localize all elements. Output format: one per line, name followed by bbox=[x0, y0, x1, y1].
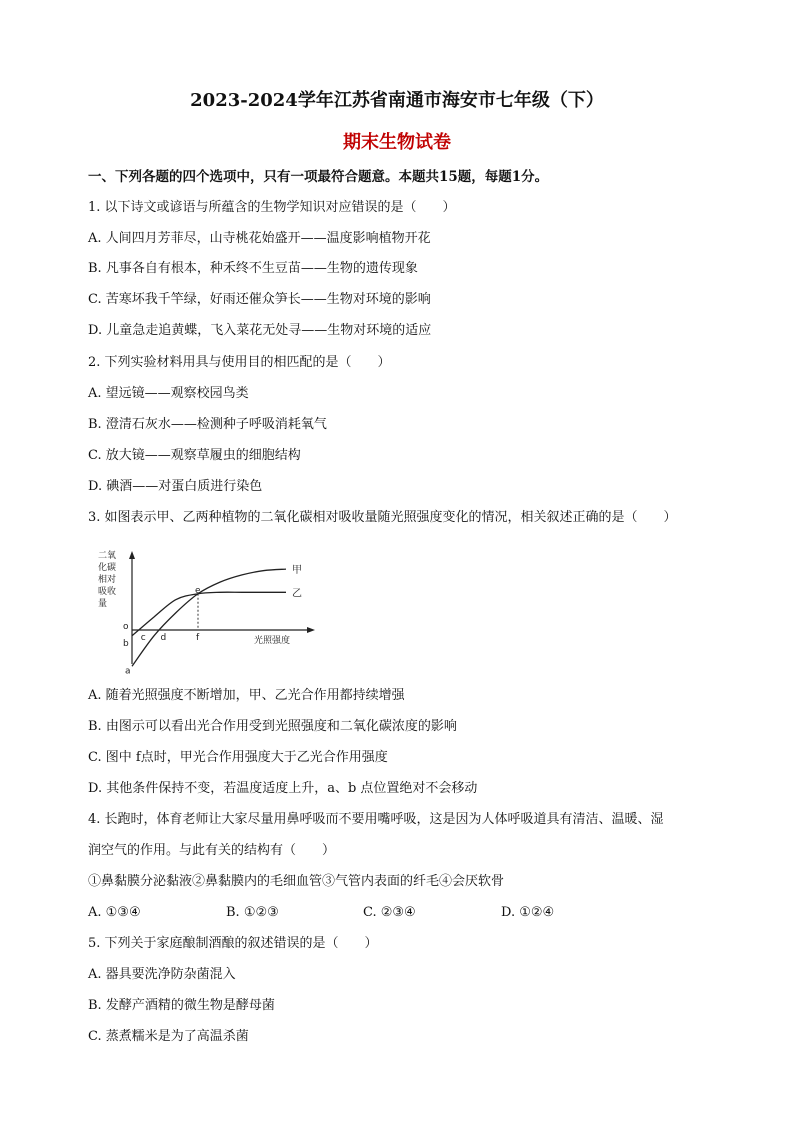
question-5-stem: 5. 下列关于家庭酿制酒酿的叙述错误的是（ ） bbox=[88, 936, 378, 951]
section-heading: 一、下列各题的四个选项中，只有一项最符合题意。本题共15题，每题1分。 bbox=[88, 169, 549, 185]
y-axis-arrow bbox=[129, 551, 135, 559]
series-line-jia bbox=[132, 569, 286, 666]
point-label-f: f bbox=[196, 633, 200, 643]
question-5-option-b: B. 发酵产酒精的微生物是酵母菌 bbox=[88, 998, 275, 1013]
chart-ylabel-line: 量 bbox=[98, 599, 108, 609]
question-2-option-c: C. 放大镜——观察草履虫的细胞结构 bbox=[88, 448, 301, 463]
question-5-option-a: A. 器具要洗净防杂菌混入 bbox=[88, 967, 236, 982]
question-4-option-d: D. ①②④ bbox=[501, 905, 555, 920]
series-label-yi: 乙 bbox=[292, 588, 302, 600]
point-label-b: b bbox=[123, 638, 129, 649]
chart-xlabel: 光照强度 bbox=[254, 636, 291, 646]
chart-ylabel-line: 吸收 bbox=[98, 587, 117, 597]
question-1-option-c: C. 苦寒坏我千竿绿，好雨还催众笋长——生物对环境的影响 bbox=[88, 292, 431, 307]
chart-ylabel bbox=[98, 549, 116, 609]
question-3-stem: 3. 如图表示甲、乙两种植物的二氧化碳相对吸收量随光照强度变化的情况，相关叙述正确的是（ ） bbox=[88, 510, 677, 525]
question-1-stem: 1. 以下诗文或谚语与所蕴含的生物学知识对应错误的是（ ） bbox=[88, 200, 456, 215]
chart-ylabel-line: 二氧 bbox=[98, 551, 117, 561]
question-1-option-d: D. 儿童急走追黄蝶，飞入菜花无处寻——生物对环境的适应 bbox=[88, 323, 432, 338]
chart-ylabel-line: 化碳 bbox=[98, 563, 117, 573]
question-3-option-c: C. 图中 f点时，甲光合作用强度大于乙光合作用强度 bbox=[88, 750, 388, 765]
exam-title: 2023-2024学年江苏省南通市海安市七年级（下） bbox=[190, 90, 604, 111]
point-label-c: c bbox=[140, 633, 146, 643]
question-2-option-a: A. 望远镜——观察校园鸟类 bbox=[88, 386, 249, 401]
question-3-option-d: D. 其他条件保持不变，若温度适度上升，a、b 点位置绝对不会移动 bbox=[88, 781, 478, 796]
question-5-option-c: C. 蒸煮糯米是为了高温杀菌 bbox=[88, 1029, 249, 1044]
question-2-stem: 2. 下列实验材料用具与使用目的相匹配的是（ ） bbox=[88, 355, 391, 370]
question-4-stem-line1: 4. 长跑时，体育老师让大家尽量用鼻呼吸而不要用嘴呼吸，这是因为人体呼吸道具有清洁、温暖、湿 bbox=[88, 812, 664, 827]
question-4-option-b: B. ①②③ bbox=[226, 905, 279, 920]
chart-ylabel-line: 相对 bbox=[98, 575, 117, 585]
series-label-jia: 甲 bbox=[292, 565, 302, 577]
series-line-yi bbox=[132, 592, 286, 636]
point-label-a: a bbox=[125, 666, 131, 677]
point-label-o: o bbox=[123, 622, 129, 632]
point-label-d: d bbox=[160, 633, 167, 643]
question-3-chart bbox=[84, 546, 324, 677]
question-4-structures: ①鼻黏膜分泌黏液②鼻黏膜内的毛细血管③气管内表面的纤毛④会厌软骨 bbox=[88, 874, 505, 889]
question-1-option-a: A. 人间四月芳菲尽，山寺桃花始盛开——温度影响植物开花 bbox=[88, 231, 431, 246]
point-label-e: e bbox=[195, 585, 201, 596]
x-axis-arrow bbox=[307, 627, 315, 633]
exam-subtitle: 期末生物试卷 bbox=[343, 132, 451, 153]
question-2-option-d: D. 碘酒——对蛋白质进行染色 bbox=[88, 479, 263, 494]
question-4-stem-line2: 润空气的作用。与此有关的结构有（ ） bbox=[88, 843, 336, 858]
question-3-option-a: A. 随着光照强度不断增加，甲、乙光合作用都持续增强 bbox=[88, 688, 405, 703]
question-1-option-b: B. 凡事各自有根本，种禾终不生豆苗——生物的遗传现象 bbox=[88, 261, 418, 276]
question-2-option-b: B. 澄清石灰水——检测种子呼吸消耗氧气 bbox=[88, 417, 327, 432]
question-3-option-b: B. 由图示可以看出光合作用受到光照强度和二氧化碳浓度的影响 bbox=[88, 719, 457, 734]
question-4-option-a: A. ①③④ bbox=[88, 905, 141, 920]
question-4-option-c: C. ②③④ bbox=[363, 905, 416, 920]
